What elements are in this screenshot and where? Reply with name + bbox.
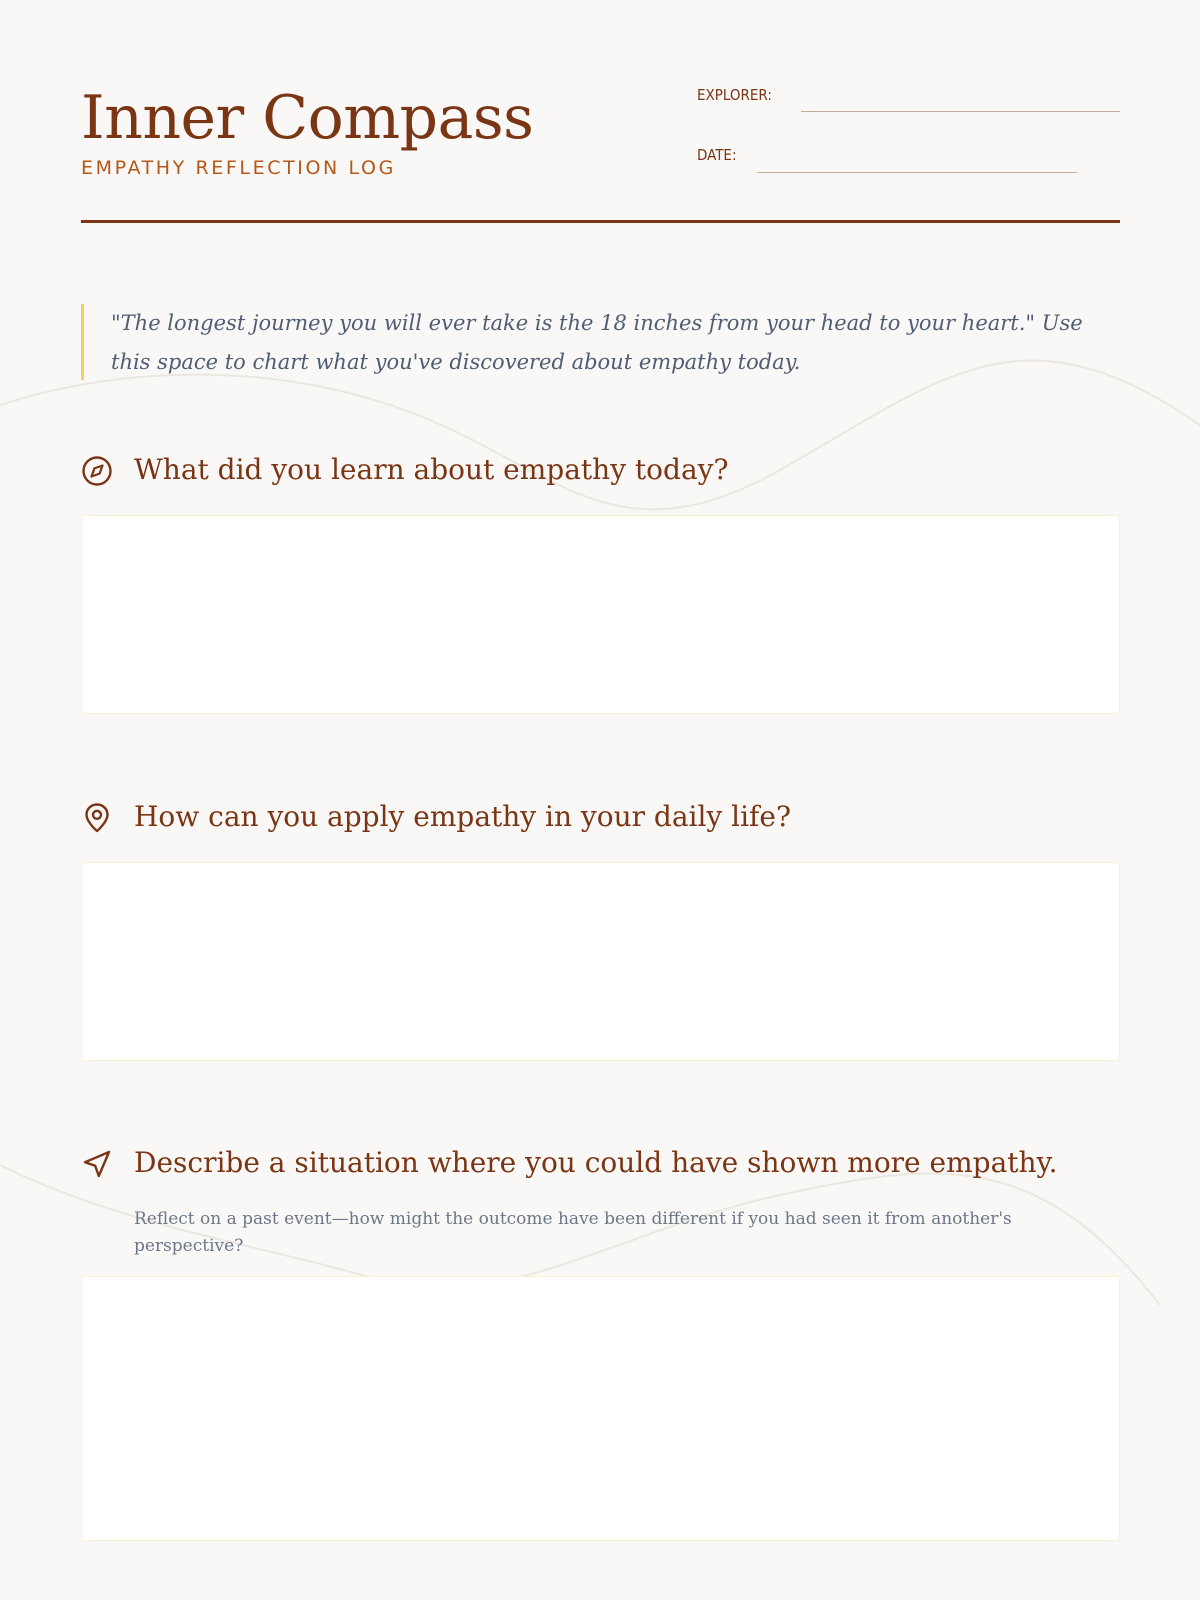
prompt-2-answer-box[interactable] (81, 862, 1120, 1061)
compass-icon (81, 455, 113, 487)
prompt-3-hint: Reflect on a past event—how might the outcome have been different if you had seen it from another's perspective? (134, 1209, 1012, 1256)
explorer-label: EXPLORER: (697, 86, 772, 104)
map-pin-icon (81, 802, 113, 834)
date-field[interactable] (757, 172, 1077, 173)
prompt-1-question: What did you learn about empathy today? (134, 453, 729, 486)
prompt-3-answer-box[interactable] (81, 1276, 1120, 1541)
prompt-1-answer-box[interactable] (81, 515, 1120, 714)
prompt-2-question: How can you apply empathy in your daily life? (134, 800, 792, 833)
navigation-arrow-icon (81, 1148, 113, 1180)
date-label: DATE: (697, 146, 737, 164)
page-title: Inner Compass (81, 83, 534, 153)
header-divider (81, 220, 1120, 223)
quote-accent-bar (81, 304, 84, 380)
explorer-field[interactable] (801, 111, 1120, 112)
prompt-3-question: Describe a situation where you could have shown more empathy. (134, 1146, 1058, 1179)
intro-quote: "The longest journey you will ever take is the 18 inches from your head to your heart." Use this space to chart what you've discovered about empathy today. (111, 311, 1083, 374)
journal-page (81, 0, 1120, 1600)
page-subtitle: EMPATHY REFLECTION LOG (81, 157, 396, 179)
